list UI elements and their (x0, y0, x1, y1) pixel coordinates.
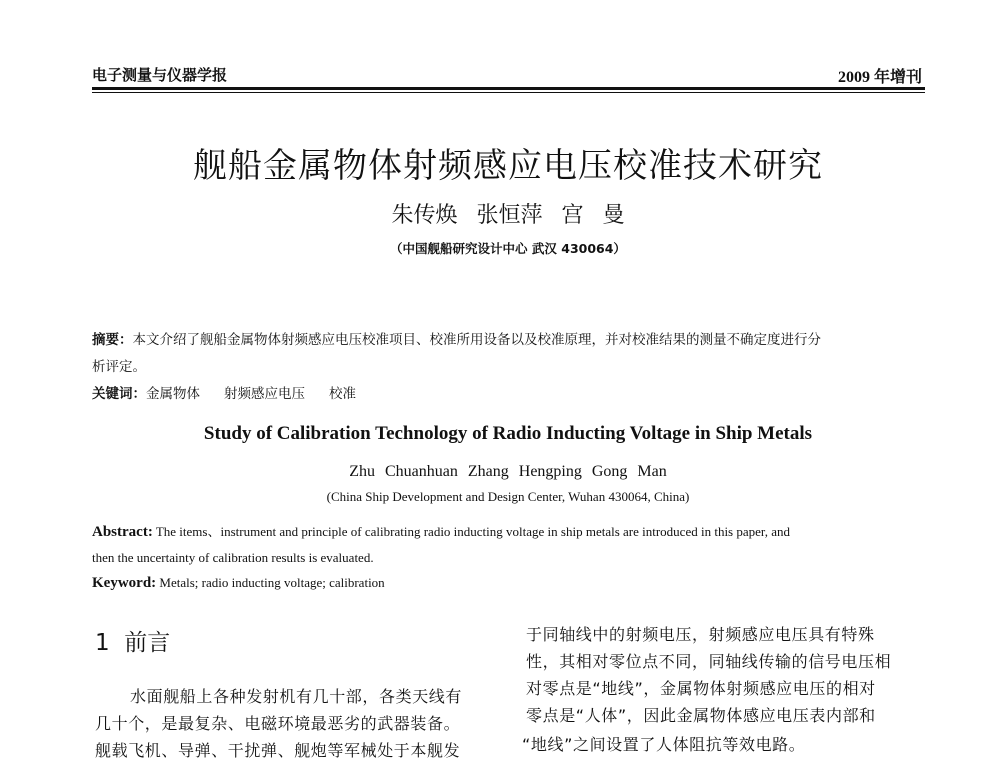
abstract-cn-line1 (92, 328, 821, 348)
keywords-cn-label: 关键词： (92, 386, 146, 402)
abstract-en-text: The items、instrument and principle of calibrating radio inducting voltage in ship metals are introduced in this paper, and (152, 524, 790, 539)
keyword: 射频感应电压 (224, 386, 305, 402)
abstract-en-line2: then the uncertainty of calibration results is evaluated. (92, 550, 374, 565)
abstract-en-line1 (92, 521, 790, 541)
abstract-en-label: Abstract: (92, 524, 153, 540)
right-paragraph-line: 性，其相对零位点不同，同轴线传输的信号电压相 (526, 652, 892, 671)
abstract-cn-line2: 析评定。 (92, 359, 146, 375)
english-affiliation: (China Ship Development and Design Center, Wuhan 430064, China) (326, 489, 690, 504)
right-paragraph-line: 零点是“人体”，因此金属物体感应电压表内部和 (526, 706, 876, 725)
affiliation: （中国舰船研究设计中心 武汉 430064） (390, 241, 626, 256)
english-authors: Zhu Chuanhuan Zhang Hengping Gong Man (349, 463, 667, 480)
keyword: 金属物体 (146, 386, 200, 402)
right-paragraph-line: 于同轴线中的射频电压，射频感应电压具有特殊 (526, 625, 875, 644)
header-rule (92, 87, 925, 90)
authors: 朱传焕 张恒萍 宫 曼 (391, 203, 625, 228)
keywords-en (92, 575, 385, 592)
section-heading (95, 624, 170, 657)
issue-label: 2009 年增刊 (837, 69, 922, 86)
keyword: 校准 (329, 386, 356, 402)
section-title: 前言 (124, 630, 171, 656)
abstract-cn-label: 摘要： (92, 332, 133, 348)
journal-name: 电子测量与仪器学报 (92, 66, 228, 84)
left-paragraph-line: 几十个，是最复杂、电磁环境最恶劣的武器装备。 (95, 714, 461, 733)
header-rule-thin (92, 92, 925, 93)
keywords-en-label: Keyword: (92, 575, 157, 591)
left-paragraph-line: 舰载飞机、导弹、干扰弹、舰炮等军械处于本舰发 (95, 741, 461, 760)
section-number: 1 (95, 630, 110, 656)
left-paragraph-line: 水面舰船上各种发射机有几十部，各类天线有 (130, 687, 463, 706)
english-title: Study of Calibration Technology of Radio Inducting Voltage in Ship Metals (203, 423, 813, 444)
right-paragraph-line: 对零点是“地线”，金属物体射频感应电压的相对 (526, 679, 876, 698)
keywords-cn (92, 382, 356, 402)
right-paragraph-line: “地线”之间设置了人体阻抗等效电路。 (522, 735, 806, 754)
abstract-cn-text: 本文介绍了舰船金属物体射频感应电压校准项目、校准所用设备以及校准原理，并对校准结果的测量不确定度进行分 (132, 332, 821, 348)
keywords-en-text: Metals; radio inducting voltage; calibration (156, 575, 385, 590)
paper-title: 舰船金属物体射频感应电压校准技术研究 (193, 146, 823, 186)
